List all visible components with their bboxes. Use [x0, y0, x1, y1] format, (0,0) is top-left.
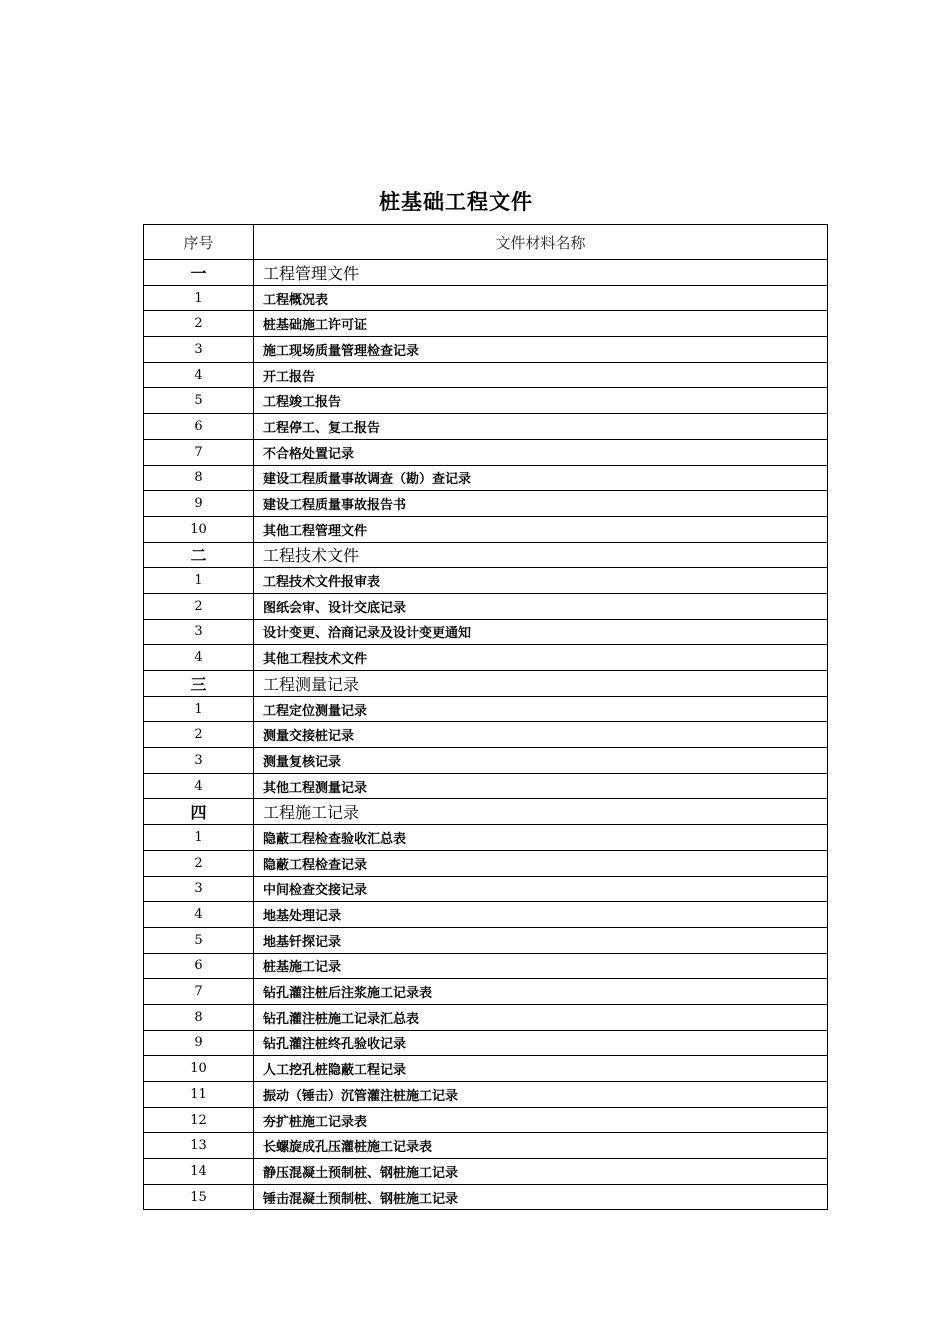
item-number: 6: [144, 953, 254, 979]
item-number: 15: [144, 1184, 254, 1210]
item-name: 工程停工、复工报告: [254, 414, 828, 440]
item-name: 设计变更、洽商记录及设计变更通知: [254, 619, 828, 645]
item-number: 2: [144, 850, 254, 876]
item-number: 6: [144, 414, 254, 440]
item-number: 10: [144, 516, 254, 542]
item-number: 3: [144, 337, 254, 363]
section-row: [144, 671, 828, 697]
table-row: [144, 902, 828, 928]
item-number: 2: [144, 722, 254, 748]
item-number: 7: [144, 979, 254, 1005]
item-name: 建设工程质量事故调查（勘）查记录: [254, 465, 828, 491]
item-name: 其他工程技术文件: [254, 645, 828, 671]
table-row: [144, 1056, 828, 1082]
section-number: 一: [144, 260, 254, 286]
section-title: 工程管理文件: [254, 260, 828, 286]
header-name: 文件材料名称: [254, 225, 828, 260]
item-name: 工程定位测量记录: [254, 696, 828, 722]
item-number: 3: [144, 876, 254, 902]
table-row: [144, 388, 828, 414]
item-name: 锤击混凝土预制桩、钢桩施工记录: [254, 1184, 828, 1210]
table-row: [144, 465, 828, 491]
item-name: 图纸会审、设计交底记录: [254, 593, 828, 619]
item-name: 钻孔灌注桩终孔验收记录: [254, 1030, 828, 1056]
document-table-body: [144, 225, 828, 1210]
item-number: 1: [144, 696, 254, 722]
table-row: [144, 491, 828, 517]
item-name: 测量复核记录: [254, 748, 828, 774]
table-row: [144, 311, 828, 337]
item-number: 9: [144, 1030, 254, 1056]
section-number: 二: [144, 542, 254, 568]
item-number: 1: [144, 285, 254, 311]
section-number: 四: [144, 799, 254, 825]
item-name: 工程技术文件报审表: [254, 568, 828, 594]
item-name: 施工现场质量管理检查记录: [254, 337, 828, 363]
item-number: 8: [144, 1004, 254, 1030]
table-row: [144, 1030, 828, 1056]
item-number: 13: [144, 1133, 254, 1159]
table-row: [144, 568, 828, 594]
item-number: 4: [144, 645, 254, 671]
table-row: [144, 516, 828, 542]
item-name: 开工报告: [254, 362, 828, 388]
item-name: 建设工程质量事故报告书: [254, 491, 828, 517]
table-row: [144, 593, 828, 619]
item-name: 人工挖孔桩隐蔽工程记录: [254, 1056, 828, 1082]
item-number: 7: [144, 439, 254, 465]
item-number: 4: [144, 902, 254, 928]
table-row: [144, 1082, 828, 1108]
item-number: 9: [144, 491, 254, 517]
section-number: 三: [144, 671, 254, 697]
section-title: 工程技术文件: [254, 542, 828, 568]
item-number: 3: [144, 748, 254, 774]
item-name: 地基处理记录: [254, 902, 828, 928]
item-name: 地基钎探记录: [254, 927, 828, 953]
item-number: 2: [144, 593, 254, 619]
header-number: 序号: [144, 225, 254, 260]
section-row: [144, 799, 828, 825]
table-row: [144, 1107, 828, 1133]
item-name: 不合格处置记录: [254, 439, 828, 465]
table-row: [144, 773, 828, 799]
item-name: 其他工程管理文件: [254, 516, 828, 542]
table-row: [144, 645, 828, 671]
item-name: 中间检查交接记录: [254, 876, 828, 902]
item-name: 长螺旋成孔压灌桩施工记录表: [254, 1133, 828, 1159]
item-name: 桩基施工记录: [254, 953, 828, 979]
item-name: 其他工程测量记录: [254, 773, 828, 799]
item-name: 测量交接桩记录: [254, 722, 828, 748]
table-row: [144, 927, 828, 953]
table-row: [144, 825, 828, 851]
item-name: 桩基础施工许可证: [254, 311, 828, 337]
item-number: 11: [144, 1082, 254, 1108]
item-number: 14: [144, 1159, 254, 1185]
table-row: [144, 285, 828, 311]
item-number: 12: [144, 1107, 254, 1133]
item-name: 钻孔灌注桩后注浆施工记录表: [254, 979, 828, 1005]
table-row: [144, 722, 828, 748]
item-name: 工程概况表: [254, 285, 828, 311]
item-name: 振动（锤击）沉管灌注桩施工记录: [254, 1082, 828, 1108]
item-number: 5: [144, 388, 254, 414]
item-name: 工程竣工报告: [254, 388, 828, 414]
table-row: [144, 1004, 828, 1030]
table-row: [144, 850, 828, 876]
section-title: 工程测量记录: [254, 671, 828, 697]
table-row: [144, 876, 828, 902]
table-row: [144, 1184, 828, 1210]
page-title: 桩基础工程文件: [379, 190, 533, 214]
item-number: 1: [144, 568, 254, 594]
item-name: 隐蔽工程检查验收汇总表: [254, 825, 828, 851]
table-row: [144, 953, 828, 979]
item-number: 2: [144, 311, 254, 337]
table-row: [144, 414, 828, 440]
table-header-row: [144, 225, 828, 260]
table-row: [144, 337, 828, 363]
item-number: 1: [144, 825, 254, 851]
item-number: 10: [144, 1056, 254, 1082]
table-row: [144, 748, 828, 774]
table-row: [144, 439, 828, 465]
table-row: [144, 1133, 828, 1159]
item-number: 4: [144, 773, 254, 799]
section-title: 工程施工记录: [254, 799, 828, 825]
item-number: 8: [144, 465, 254, 491]
item-name: 夯扩桩施工记录表: [254, 1107, 828, 1133]
section-row: [144, 260, 828, 286]
item-number: 5: [144, 927, 254, 953]
item-name: 隐蔽工程检查记录: [254, 850, 828, 876]
item-name: 钻孔灌注桩施工记录汇总表: [254, 1004, 828, 1030]
item-number: 4: [144, 362, 254, 388]
table-row: [144, 979, 828, 1005]
table-row: [144, 362, 828, 388]
section-row: [144, 542, 828, 568]
table-row: [144, 696, 828, 722]
document-table: [143, 224, 828, 1210]
item-number: 3: [144, 619, 254, 645]
table-row: [144, 619, 828, 645]
table-row: [144, 1159, 828, 1185]
item-name: 静压混凝土预制桩、钢桩施工记录: [254, 1159, 828, 1185]
